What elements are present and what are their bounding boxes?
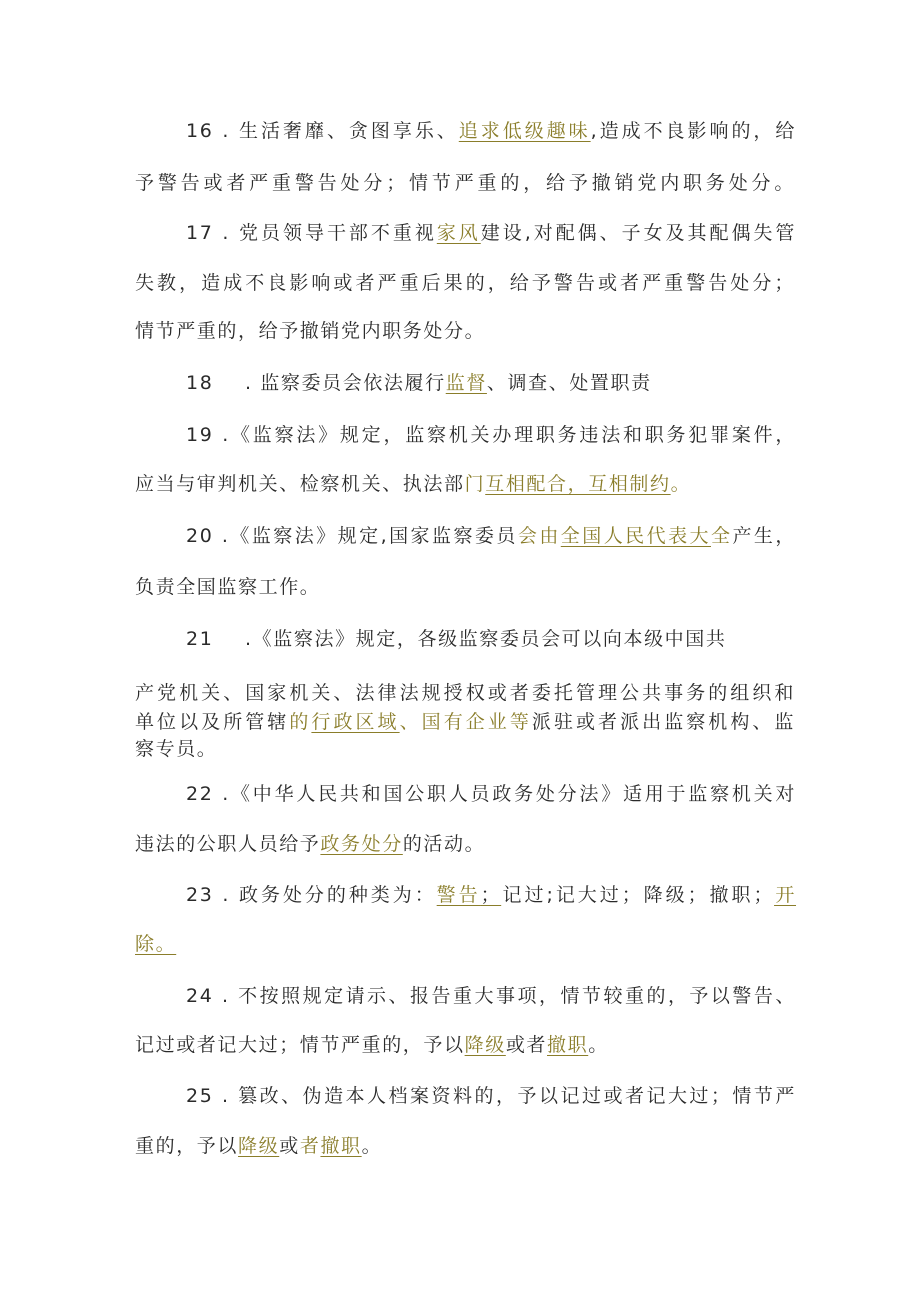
item-number: 20: [186, 525, 214, 547]
answer-blank: 监督: [445, 372, 487, 394]
answer-blank: 撤职: [320, 1135, 362, 1157]
item-23-line-1: 23 . 政务处分的种类为：警告；记过;记大过；降级；撤职；开: [186, 884, 797, 906]
answer-blank: 撤职: [547, 1034, 589, 1056]
answer-blank: 政务处分: [320, 833, 403, 855]
item-18-line-1: 18 . 监察委员会依法履行监督、调查、处置职责: [186, 372, 652, 394]
answer-blank: 降级: [238, 1135, 280, 1157]
answer-blank: 警告: [436, 884, 481, 906]
item-25-line-1: 25 . 篡改、伪造本人档案资料的，予以记过或者记大过；情节严: [186, 1085, 797, 1107]
item-number: 23: [186, 884, 214, 906]
item-number: 21: [186, 628, 214, 650]
item-20-line-2: 负责全国监察工作。: [135, 576, 321, 598]
item-24-line-1: 24 . 不按照规定请示、报告重大事项，情节较重的，予以警告、: [186, 985, 797, 1007]
item-17-line-1: 17 . 党员领导干部不重视家风建设,对配偶、子女及其配偶失管: [186, 222, 797, 244]
item-21-line-3: 单位以及所管辖的行政区域、国有企业等派驻或者派出监察机构、监: [135, 711, 796, 733]
item-number: 19: [186, 424, 214, 446]
item-number: 17: [186, 222, 214, 244]
item-21-line-4: 察专员。: [135, 738, 218, 760]
answer-blank: 追求低级趣味: [458, 120, 591, 142]
answer-blank: 除。: [135, 933, 177, 955]
item-22-line-2: 违法的公职人员给予政务处分的活动。: [135, 833, 486, 855]
item-22-line-1: 22 .《中华人民共和国公职人员政务处分法》适用于监察机关对: [186, 783, 797, 805]
answer-blank: 全国人民代表大: [560, 525, 711, 547]
item-25-line-2: 重的，予以降级或者撤职。: [135, 1135, 383, 1157]
answer-blank: 开: [774, 884, 797, 906]
answer-blank: 互相配合，互相制约: [485, 473, 671, 495]
item-21-line-1: 21 .《监察法》规定，各级监察委员会可以向本级中国共: [186, 628, 727, 650]
answer-blank: 家风: [436, 222, 481, 244]
item-21-line-2: 产党机关、国家机关、法律法规授权或者委托管理公共事务的组织和: [135, 682, 795, 704]
item-17-line-2: 失教，造成不良影响或者严重后果的，给予警告或者严重警告处分；: [135, 272, 795, 294]
item-16-line-1: 16 . 生活奢靡、贪图享乐、追求低级趣味,造成不良影响的，给: [186, 120, 797, 142]
answer-blank: 降级: [464, 1034, 506, 1056]
item-24-line-2: 记过或者记大过；情节严重的，予以降级或者撤职。: [135, 1034, 609, 1056]
item-20-line-1: 20 .《监察法》规定,国家监察委员会由全国人民代表大全产生，: [186, 525, 796, 547]
item-23-line-2: [135, 931, 795, 957]
answer-blank: 行政区域: [311, 711, 400, 733]
item-19-line-1: 19 .《监察法》规定，监察机关办理职务违法和职务犯罪案件，: [186, 424, 797, 446]
item-number: 18: [186, 372, 214, 394]
item-19-line-2: 应当与审判机关、检察机关、执法部门互相配合，互相制约。: [135, 473, 692, 495]
item-number: 22: [186, 783, 214, 805]
item-number: 24: [186, 985, 214, 1007]
item-16-line-2: 予警告或者严重警告处分；情节严重的，给予撤销党内职务处分。: [135, 172, 795, 194]
item-17-line-3: 情节严重的，给予撤销党内职务处分。: [135, 320, 486, 342]
item-number: 16: [186, 120, 214, 142]
item-number: 25: [186, 1085, 214, 1107]
